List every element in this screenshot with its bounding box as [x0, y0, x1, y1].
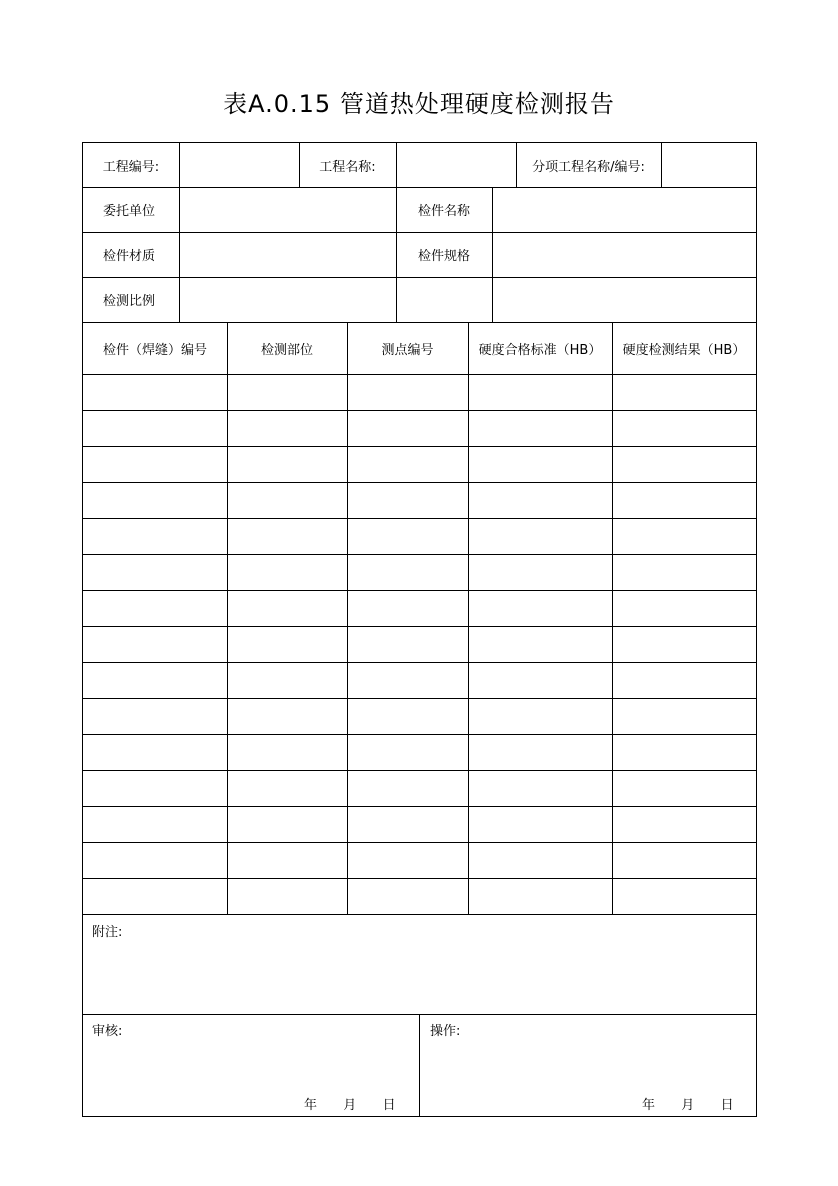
- table-row-divider: [83, 446, 756, 447]
- table-row-divider: [83, 518, 756, 519]
- table-row-divider: [83, 554, 756, 555]
- col-header-result: 硬度检测结果（HB）: [622, 342, 746, 358]
- table-row-divider: [83, 698, 756, 699]
- review-label: 审核:: [92, 1024, 123, 1039]
- col-header-position: 检测部位: [260, 342, 313, 358]
- col-divider: [347, 322, 348, 914]
- table-row-divider: [83, 590, 756, 591]
- project-no-field[interactable]: [180, 143, 299, 187]
- review-date-year: 年: [304, 1098, 318, 1113]
- col-header-item-no: 检件（焊缝）编号: [102, 342, 207, 358]
- sub-project-field[interactable]: [662, 143, 756, 187]
- col-header-standard: 硬度合格标准（HB）: [478, 342, 602, 358]
- operator-date-month: 月: [681, 1098, 695, 1113]
- operator-label: 操作:: [430, 1024, 461, 1039]
- review-date-month: 月: [343, 1098, 357, 1113]
- review-date: [304, 1094, 396, 1113]
- col-divider: [419, 1014, 420, 1116]
- col-divider: [612, 322, 613, 914]
- item-spec-field[interactable]: [493, 232, 756, 277]
- client-field[interactable]: [180, 187, 396, 232]
- table-row-divider: [83, 770, 756, 771]
- review-date-day: 日: [382, 1098, 396, 1113]
- table-row-divider: [83, 806, 756, 807]
- table-row-divider: [83, 482, 756, 483]
- report-form: [82, 142, 757, 1117]
- item-spec-label: 检件规格: [417, 249, 470, 264]
- table-row-divider: [83, 842, 756, 843]
- operator-date-day: 日: [720, 1098, 734, 1113]
- test-ratio-extra-field[interactable]: [397, 277, 492, 322]
- test-ratio-field[interactable]: [180, 277, 396, 322]
- item-name-field[interactable]: [493, 187, 756, 232]
- client-label: 委托单位: [103, 204, 156, 219]
- test-ratio-note-field[interactable]: [493, 277, 756, 322]
- sub-project-label: 分项工程名称/编号:: [532, 159, 645, 175]
- col-divider: [468, 322, 469, 914]
- operator-date: [642, 1094, 734, 1113]
- table-row-divider: [83, 878, 756, 879]
- project-name-field[interactable]: [397, 143, 516, 187]
- notes-field[interactable]: [83, 914, 756, 1014]
- notes-label: 附注:: [92, 925, 123, 940]
- test-ratio-label: 检测比例: [103, 294, 156, 309]
- item-material-field[interactable]: [180, 232, 396, 277]
- table-row-divider: [83, 626, 756, 627]
- col-header-point-no: 测点编号: [381, 342, 434, 358]
- item-name-label: 检件名称: [417, 204, 470, 219]
- col-divider: [227, 322, 228, 914]
- table-row-divider: [83, 662, 756, 663]
- project-no-label: 工程编号:: [102, 159, 160, 175]
- item-material-label: 检件材质: [103, 249, 156, 264]
- table-row-divider: [83, 734, 756, 735]
- project-name-label: 工程名称:: [319, 159, 376, 175]
- row-divider: [83, 374, 756, 375]
- table-row-divider: [83, 410, 756, 411]
- page-title: 表A.0.15 管道热处理硬度检测报告: [223, 90, 615, 118]
- operator-date-year: 年: [642, 1098, 656, 1113]
